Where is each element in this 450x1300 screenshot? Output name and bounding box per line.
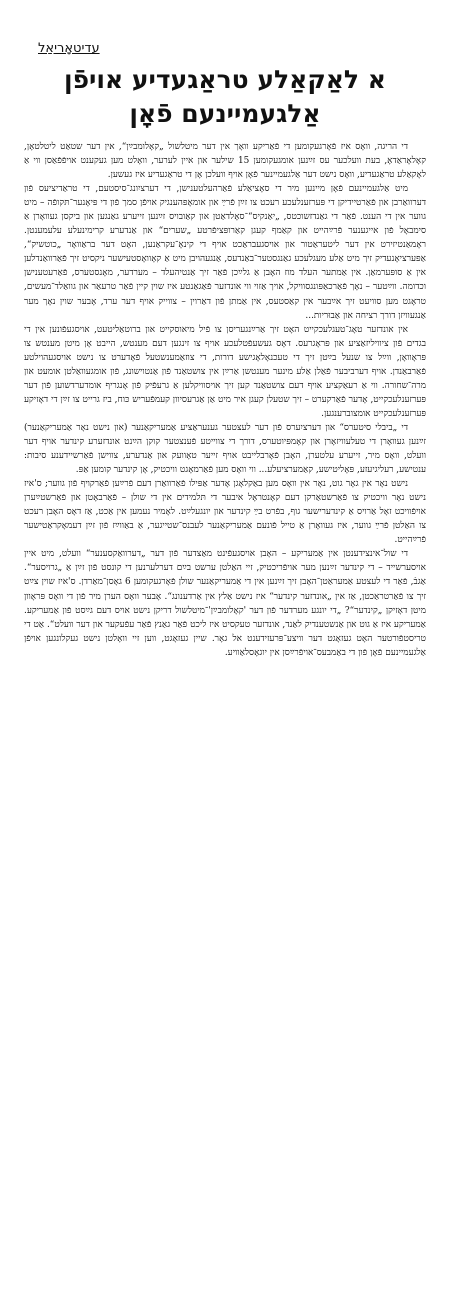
article-paragraph-3: אין אונדזער טאָג־טעגלעכקייט האָט זיך אַרײַנגעריסן צו פֿיל מיאוסקייט און ברוטאַליטעט, אויסגעפֿונען אין די בגדים פֿון ציוויליזאַציע און פּראָגרעס. דאָס געשעפֿטלעכע אויף צו זינגען דעם מענטש, הייבט אָן מיטן מענטש צו פּראָוואָן, ווײַל צו שנעל בײַטן זיך די טעכנאָלאָגישע דורות, די צוזאַמענשטעל פֿאָדערט צו נישט אויסגעהוילטע פֿאַרבאַנדן. אויף דערביבער פֿאַלן אַלע מינער מענטשן אַרײַן אין צושטאַנד פֿון אַנטוישונג, פֿון אומגעוואַלטן אומעט און מרה־שחורה. ווי אַ רעאַקציע אויף דעם צושטאַנד קען זיך אויסוויקלען אַ גרעפֿיק פֿון אָנגריף אומדערדשוען פֿון דער פּערזענלעכקייט, אָדער פֿאַרקערט – זיך שטעלן קעגן איר מיט אַן אַגרעסיוון קעמפֿעריש כּוח, ביז גרייט צו זײַן די דאָזיקע פּערזענלעכקייט אומצוברענגען. xyxy=(24,324,426,419)
article-paragraph-4: די „ביבלי סיטערס“ און דערציִערס פֿון דער לעצטער גענעראַציע אַמעריקאַנער (און נישט נאָר אַמעריקאַנער) זײַנען געוואָרן די טעלעוויזאָרן און קאָמפּיוטערס, דורך די צווייטע פֿענצטער קוקן הײַנט אונדזערע קינדער אויף דער וועלט, וואָס מיר, זייערע עלטערן, האָבן פֿאָרבלייבט אויף זייער טאָוועק און אַנדערע, צווישן פֿאַרשיידענע סיבות: ענטישע, רעליגיעזע, פּאָליטישע, קאַמערציעלע... ווי וואָס מען פֿאַרמאָגט וויכטיק, אָן קינדער קומען אַפּ. xyxy=(24,422,426,476)
section-header xyxy=(24,40,426,58)
article-paragraph-6: די שול־אינצידענטן אין אַמעריקע – האָבן אויסגעפֿינט מאַצדער פֿון דער „דערוואַקסענער“ וועלט, מיט איין אויסערשייד – די קינדער זײַנען מער אויפֿריכטיק, זיי האַלטן ערשט בײַם דערלערנען די קונסט פֿון זײַן אַ „גרויסער“. אַגבֿ, פֿאַר די לעצטע אַמעראַטן־האָבן זיך זײַנען אין די אַמעריקאַנער שולן פֿאָרגעקומען 6 גאָסן־מאַרדן. ס'איז שוין צײַט זיך צו פֿאַרטראַכטן, אַז אין „אונדזער קינדער“ איז נישט אַלץ אין אַרדענונג“. אָבער וואָס הערן מיר פֿון די וואָס פּראָוון מיטן דאָזיקן „קינדער“? „די יונגע מערדער פֿון דער 'קאָלומבײַן'־מיטלשול דריקן נישט אויס דעם גײַסט פֿון אַמעריקע. אַמעריקע איז אַ גוט און אַנשטענדיק לאַנד, אונדזער טעקסיט איז ליכט פֿאַר גאַנץ פֿאַר עפֿעקער און דער וועלט“. אַט די טריסטפֿורטער האָט געזאָגט דער וויצע־פּרעזידענט אל גאָר. שיין געזאָגט, ווען זיי וואָלטן נישט געקלונגען אויפֿן אַלגעמיינעם פֿאָן פֿון די באַמבעס־אויפֿרײַסן אין יוגאָסלאַוויע. xyxy=(24,549,426,658)
headline-line-2: אַלגעמיינעם פֿאָן xyxy=(129,99,321,128)
article-body xyxy=(24,140,426,660)
article-paragraph-2: מיט אַלגעמיינעם פֿאָן מיינען מיר די סאָציאַלע פֿאַרהעלטענישן, די דערציִונג־סיסטעם, די טראַדיציעס פֿון דערוואַרבן און פֿאַרטיידיקן די פּערזענלעכע רעכט צו זײַן פֿרײַ און אומאָפּהענגיק אויפֿן סמך פֿון די פּיאָנער־תּקופֿה – מיט גווער אין די הענט. פֿאַר די גאַנדזשוכטס, „יאַנקיס“־סאָלדאַטן און קאַובויס זײַנען זייערע גאַנגען און ביקסן געוואָרן אַ סימבאָל פֿון אייגענער פֿרײַהייט און קאַמף קעגן קאַרופּציפֿרטע „שערים“ און אַנדערע קרימינעלע עלעמענטן. ראָמאַנטיזירט אין דער ליטעראַטור און אויסגעבראַכט אויף די קינאָ־עקראַנען, האָט דער בראַוואָר „כוטשיק“, אַפּערציאָנעדיק זיך מיט אַלע מעגלעכע גאַנגסטער־באַנדעס, אַנגעהויבן מיט אַ קאָוואָסטעישער ניקסיט זיך פֿאַרוואַנדלען אין אַ סופּערמאַן. אין אַמתער העלד מוז האָבן אַ גלײַכן פֿאַר זיך אַנטיהעלד – מערדער, מאָנסטערס, פֿאַרעטענישן וכדומה. ווײַטער – נאָך פֿאַרכאַפּונגסוויקל, אויך אַזוי ווי אונדזער פֿאַגאַנטע איז שוין קיין פֿאַר טרעאַר און גוואַלד־מעשים, טראָגט מען סוויעט זיך אײַבער אין קאַסטעס, אין אַמתן פֿון דאַרוין – צווייק אויף דער ערד, אָבער שוין נאָך מער אַנגעוויזן דורך רציחה און אַבוּריות... xyxy=(24,184,426,321)
section-label: עדיטאָריאַל xyxy=(38,41,100,56)
article-paragraph-1: די הריגה, וואָס איז פֿאָרגעקומען די פֿאַריקע וואָך אין דער מיטלשול „קאָלומבײַן“, אין דער שטאַט ליטלטאָן, קאָלאָראַדאָ, בעת וועלכער עס זײַנען אומגעקומען 15 שילער און איין לערער, וואָלט מען געקענט אויפֿפֿאַסן ווי אַ לאָקאַלע טראַגעדיע, וואָס נישט דער אַלגעמיינער פֿאָן אויף וועלכן אָן די טראַגעדיע איז געשען. xyxy=(24,142,426,181)
headline-line-1: א לאַקאַלע טראַגעדיע אויפֿן xyxy=(64,65,386,94)
article-paragraph-5: נישט נאָר אין גאָר גוט, נאָר אין וואָס מען באַקלאָגן אָדער אַפּילו פֿאַרוואַרן דעם פֿרײַען פֿאַרקויף פֿון גווער; ס'איז נישט נאָר וויכטיק צו פֿאַרשטאַרקן דעם קאָנטראָל איבער די תּלמידים אין די שולן – פֿאַרבאָטן און פֿאַרשטײַערן אויפֿוויכט זאָל אַרויס אַ קינדערישער גוף, בפֿרט בײַ קינדער און יונגעלײַט. לאָמיר נעמען אין אַכט, אַז דאָס האָבן רעכט צו האַלטן פֿרײַ גווער, איז געוואָרן אַ טייל פֿונעם אַמעריקאַנער לעבנס־שטייגער, אַ באַווײַז פֿון זײַן דעמאָקראַטישער פֿרײַהייט. xyxy=(24,479,426,546)
